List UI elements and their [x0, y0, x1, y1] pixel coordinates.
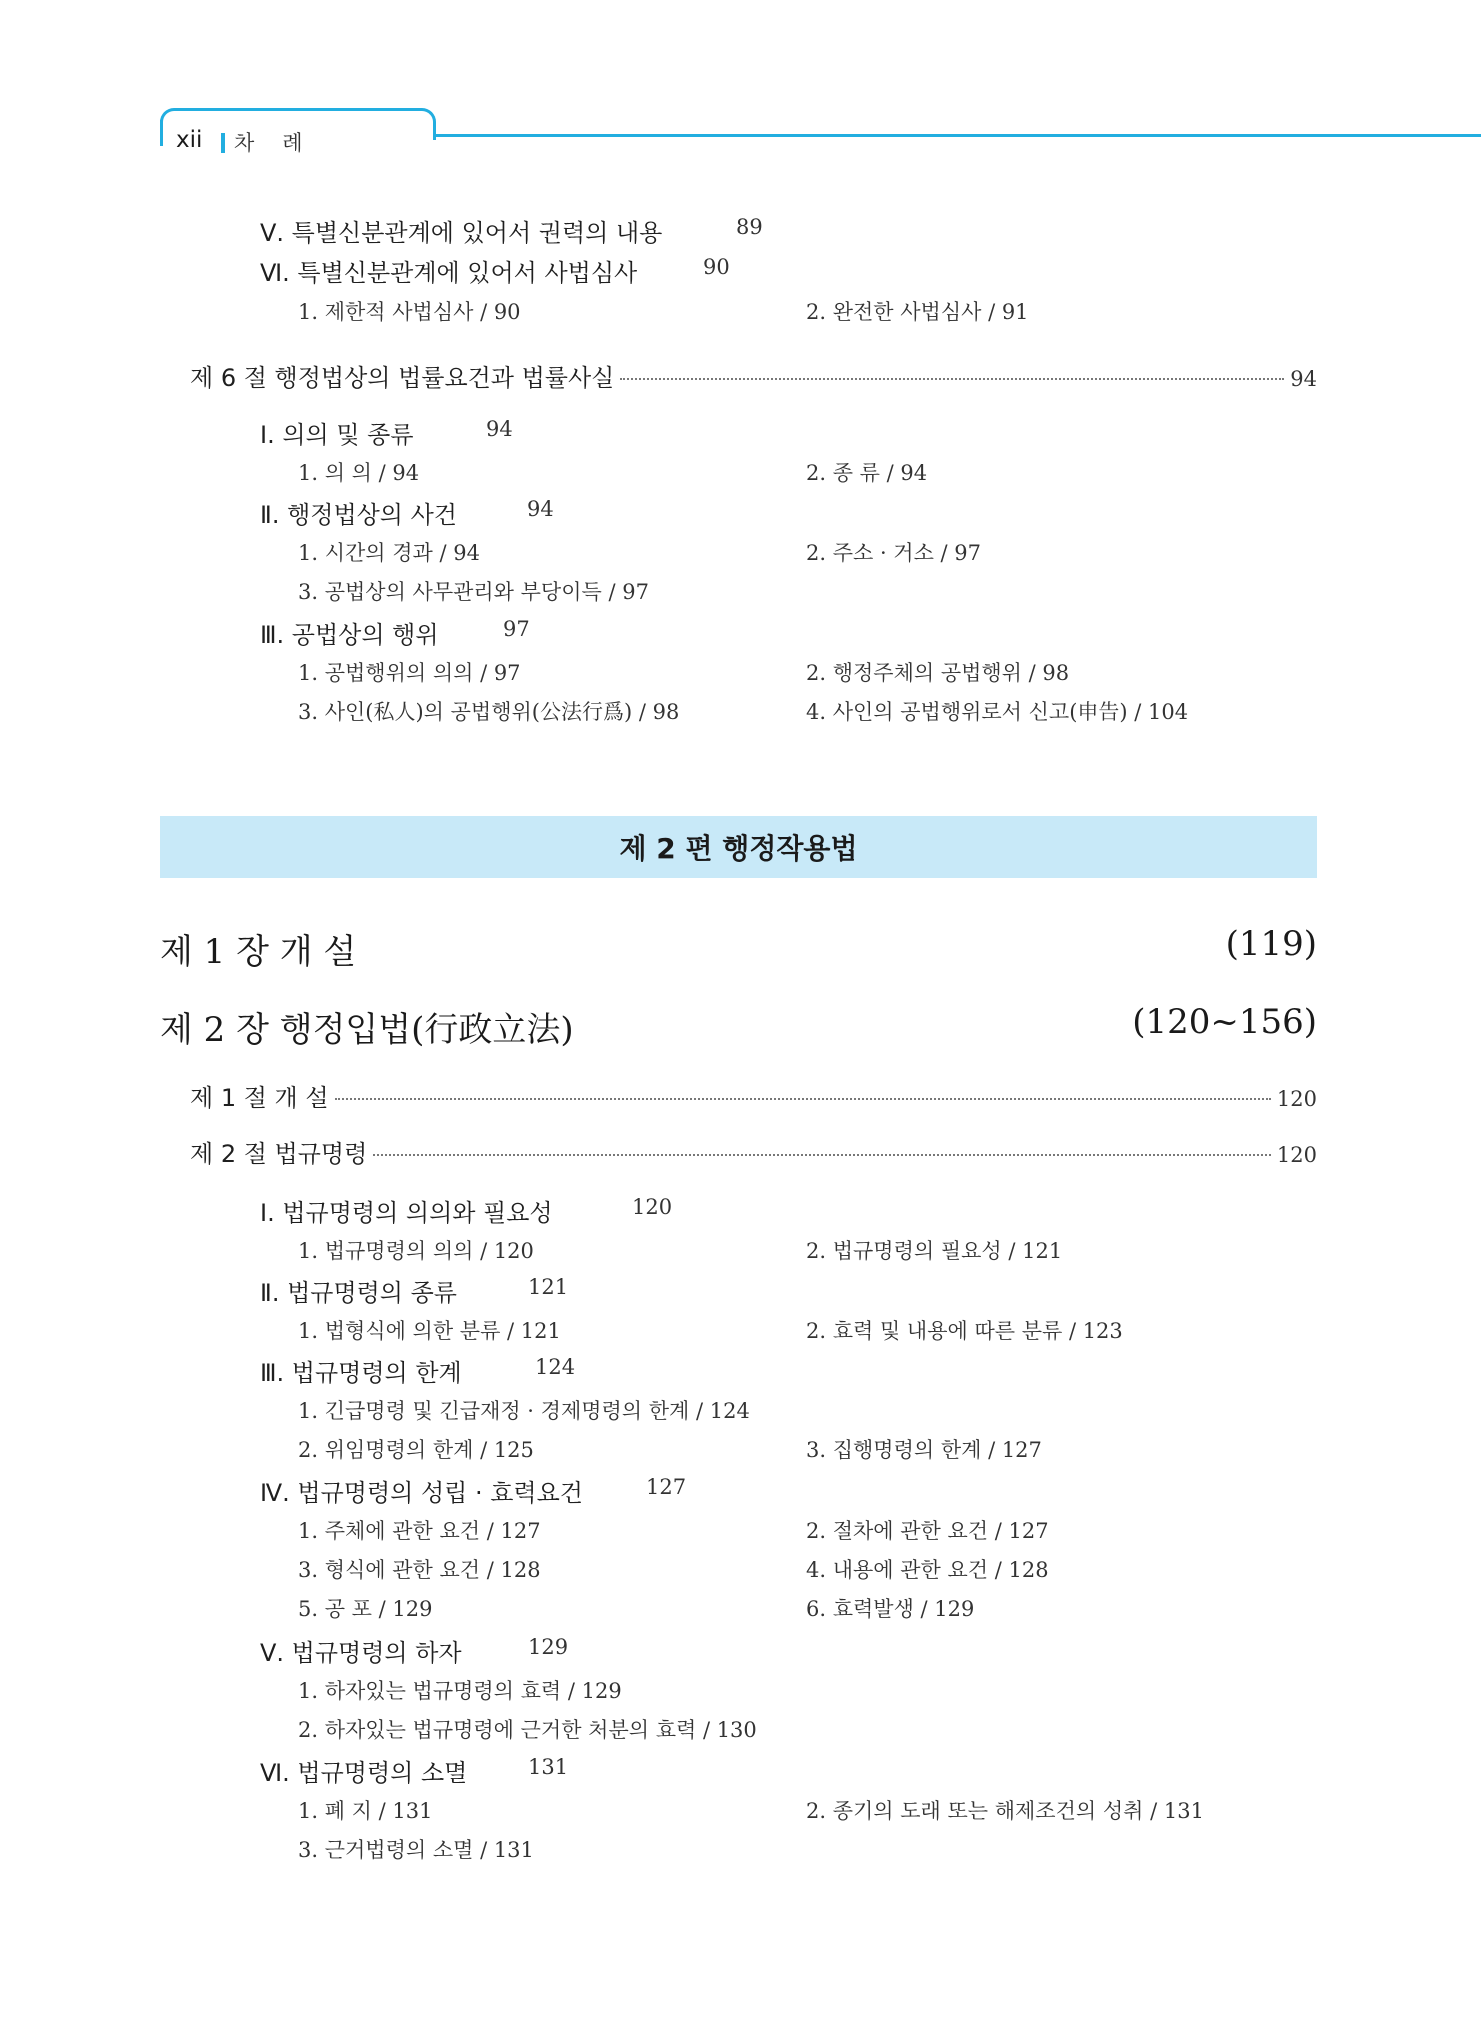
- toc-chapter[interactable]: [160, 924, 1317, 973]
- toc-section[interactable]: Ⅲ. 공법상의 행위 97: [260, 617, 530, 649]
- page-number: xii: [176, 127, 203, 153]
- toc-item[interactable]: 4. 사인의 공법행위로서 신고(申告) / 104: [806, 700, 1189, 724]
- toc-item[interactable]: 1. 법규명령의 의의 / 120: [298, 1239, 534, 1263]
- dot-leader: [620, 378, 1284, 380]
- toc-item[interactable]: 1. 법형식에 의한 분류 / 121: [298, 1319, 561, 1343]
- toc-item[interactable]: 3. 형식에 관한 요건 / 128: [298, 1558, 541, 1582]
- toc-section[interactable]: Ⅱ. 법규명령의 종류 121: [260, 1275, 569, 1307]
- section-label: Ⅴ. 특별신분관계에 있어서 권력의 내용: [260, 219, 663, 247]
- toc-chapter[interactable]: [160, 1002, 1317, 1051]
- section-page: 89: [736, 215, 763, 239]
- toc-section[interactable]: Ⅵ. 법규명령의 소멸 131: [260, 1755, 569, 1787]
- chapter-range: (120~156): [1132, 1002, 1317, 1042]
- header-separator: [221, 133, 225, 153]
- toc-item[interactable]: 2. 효력 및 내용에 따른 분류 / 123: [806, 1319, 1123, 1343]
- toc-section[interactable]: [260, 213, 763, 248]
- chapter-range: (119): [1225, 924, 1317, 964]
- toc-section[interactable]: [260, 253, 730, 288]
- part-banner[interactable]: [160, 816, 1317, 878]
- toc-item[interactable]: 1. 하자있는 법규명령의 효력 / 129: [298, 1679, 622, 1703]
- toc-section[interactable]: Ⅱ. 행정법상의 사건 94: [260, 497, 554, 529]
- toc-item[interactable]: 2. 위임명령의 한계 / 125: [298, 1438, 534, 1462]
- toc-item[interactable]: 2. 절차에 관한 요건 / 127: [806, 1519, 1049, 1543]
- chapter-label: 제 2 장 행정입법(行政立法): [160, 1010, 574, 1050]
- toc-item[interactable]: 4. 내용에 관한 요건 / 128: [806, 1558, 1049, 1582]
- dot-leader: [373, 1154, 1271, 1156]
- toc-subchapter[interactable]: 제 1 절 개 설 120: [190, 1084, 1317, 1112]
- header-rule: [436, 134, 1481, 137]
- toc-item[interactable]: 3. 근거법령의 소멸 / 131: [298, 1838, 534, 1862]
- toc-item[interactable]: 1. 공법행위의 의의 / 97: [298, 661, 521, 685]
- toc-item[interactable]: 2. 주소 · 거소 / 97: [806, 541, 982, 565]
- toc-item[interactable]: 2. 완전한 사법심사 / 91: [806, 300, 1029, 324]
- toc-subchapter[interactable]: 제 6 절 행정법상의 법률요건과 법률사실 94: [190, 364, 1317, 392]
- section-label: Ⅵ. 특별신분관계에 있어서 사법심사: [260, 259, 638, 287]
- toc-item[interactable]: 1. 주체에 관한 요건 / 127: [298, 1519, 541, 1543]
- part-title: 제 2 편 행정작용법: [619, 832, 858, 865]
- toc-item[interactable]: 1. 의 의 / 94: [298, 461, 420, 485]
- toc-item[interactable]: 1. 제한적 사법심사 / 90: [298, 300, 521, 324]
- toc-item[interactable]: 3. 사인(私人)의 공법행위(公法行爲) / 98: [298, 700, 680, 724]
- toc-section[interactable]: Ⅴ. 법규명령의 하자 129: [260, 1635, 569, 1667]
- toc-item[interactable]: 3. 공법상의 사무관리와 부당이득 / 97: [298, 580, 649, 604]
- toc-section[interactable]: Ⅰ. 의의 및 종류 94: [260, 417, 513, 449]
- toc-item[interactable]: 2. 종 류 / 94: [806, 461, 928, 485]
- dot-leader: [335, 1098, 1271, 1100]
- toc-item[interactable]: 2. 종기의 도래 또는 해제조건의 성취 / 131: [806, 1799, 1204, 1823]
- toc-subchapter[interactable]: 제 2 절 법규명령 120: [190, 1140, 1317, 1168]
- section-page: 90: [703, 255, 730, 279]
- toc-section[interactable]: Ⅲ. 법규명령의 한계 124: [260, 1355, 576, 1387]
- chapter-label: 제 1 장 개 설: [160, 932, 357, 972]
- toc-item[interactable]: 1. 긴급명령 및 긴급재정 · 경제명령의 한계 / 124: [298, 1399, 750, 1423]
- toc-item[interactable]: 2. 하자있는 법규명령에 근거한 처분의 효력 / 130: [298, 1718, 757, 1742]
- toc-section[interactable]: Ⅰ. 법규명령의 의의와 필요성 120: [260, 1195, 673, 1227]
- page-title: 차례: [234, 131, 331, 155]
- toc-item[interactable]: 1. 시간의 경과 / 94: [298, 541, 480, 565]
- toc-item[interactable]: 6. 효력발생 / 129: [806, 1597, 975, 1621]
- toc-item[interactable]: 5. 공 포 / 129: [298, 1597, 433, 1621]
- toc-section[interactable]: Ⅳ. 법규명령의 성립 · 효력요건 127: [260, 1475, 687, 1507]
- toc-item[interactable]: 2. 행정주체의 공법행위 / 98: [806, 661, 1070, 685]
- toc-item[interactable]: 3. 집행명령의 한계 / 127: [806, 1438, 1042, 1462]
- toc-item[interactable]: 2. 법규명령의 필요성 / 121: [806, 1239, 1063, 1263]
- toc-item[interactable]: 1. 폐 지 / 131: [298, 1799, 433, 1823]
